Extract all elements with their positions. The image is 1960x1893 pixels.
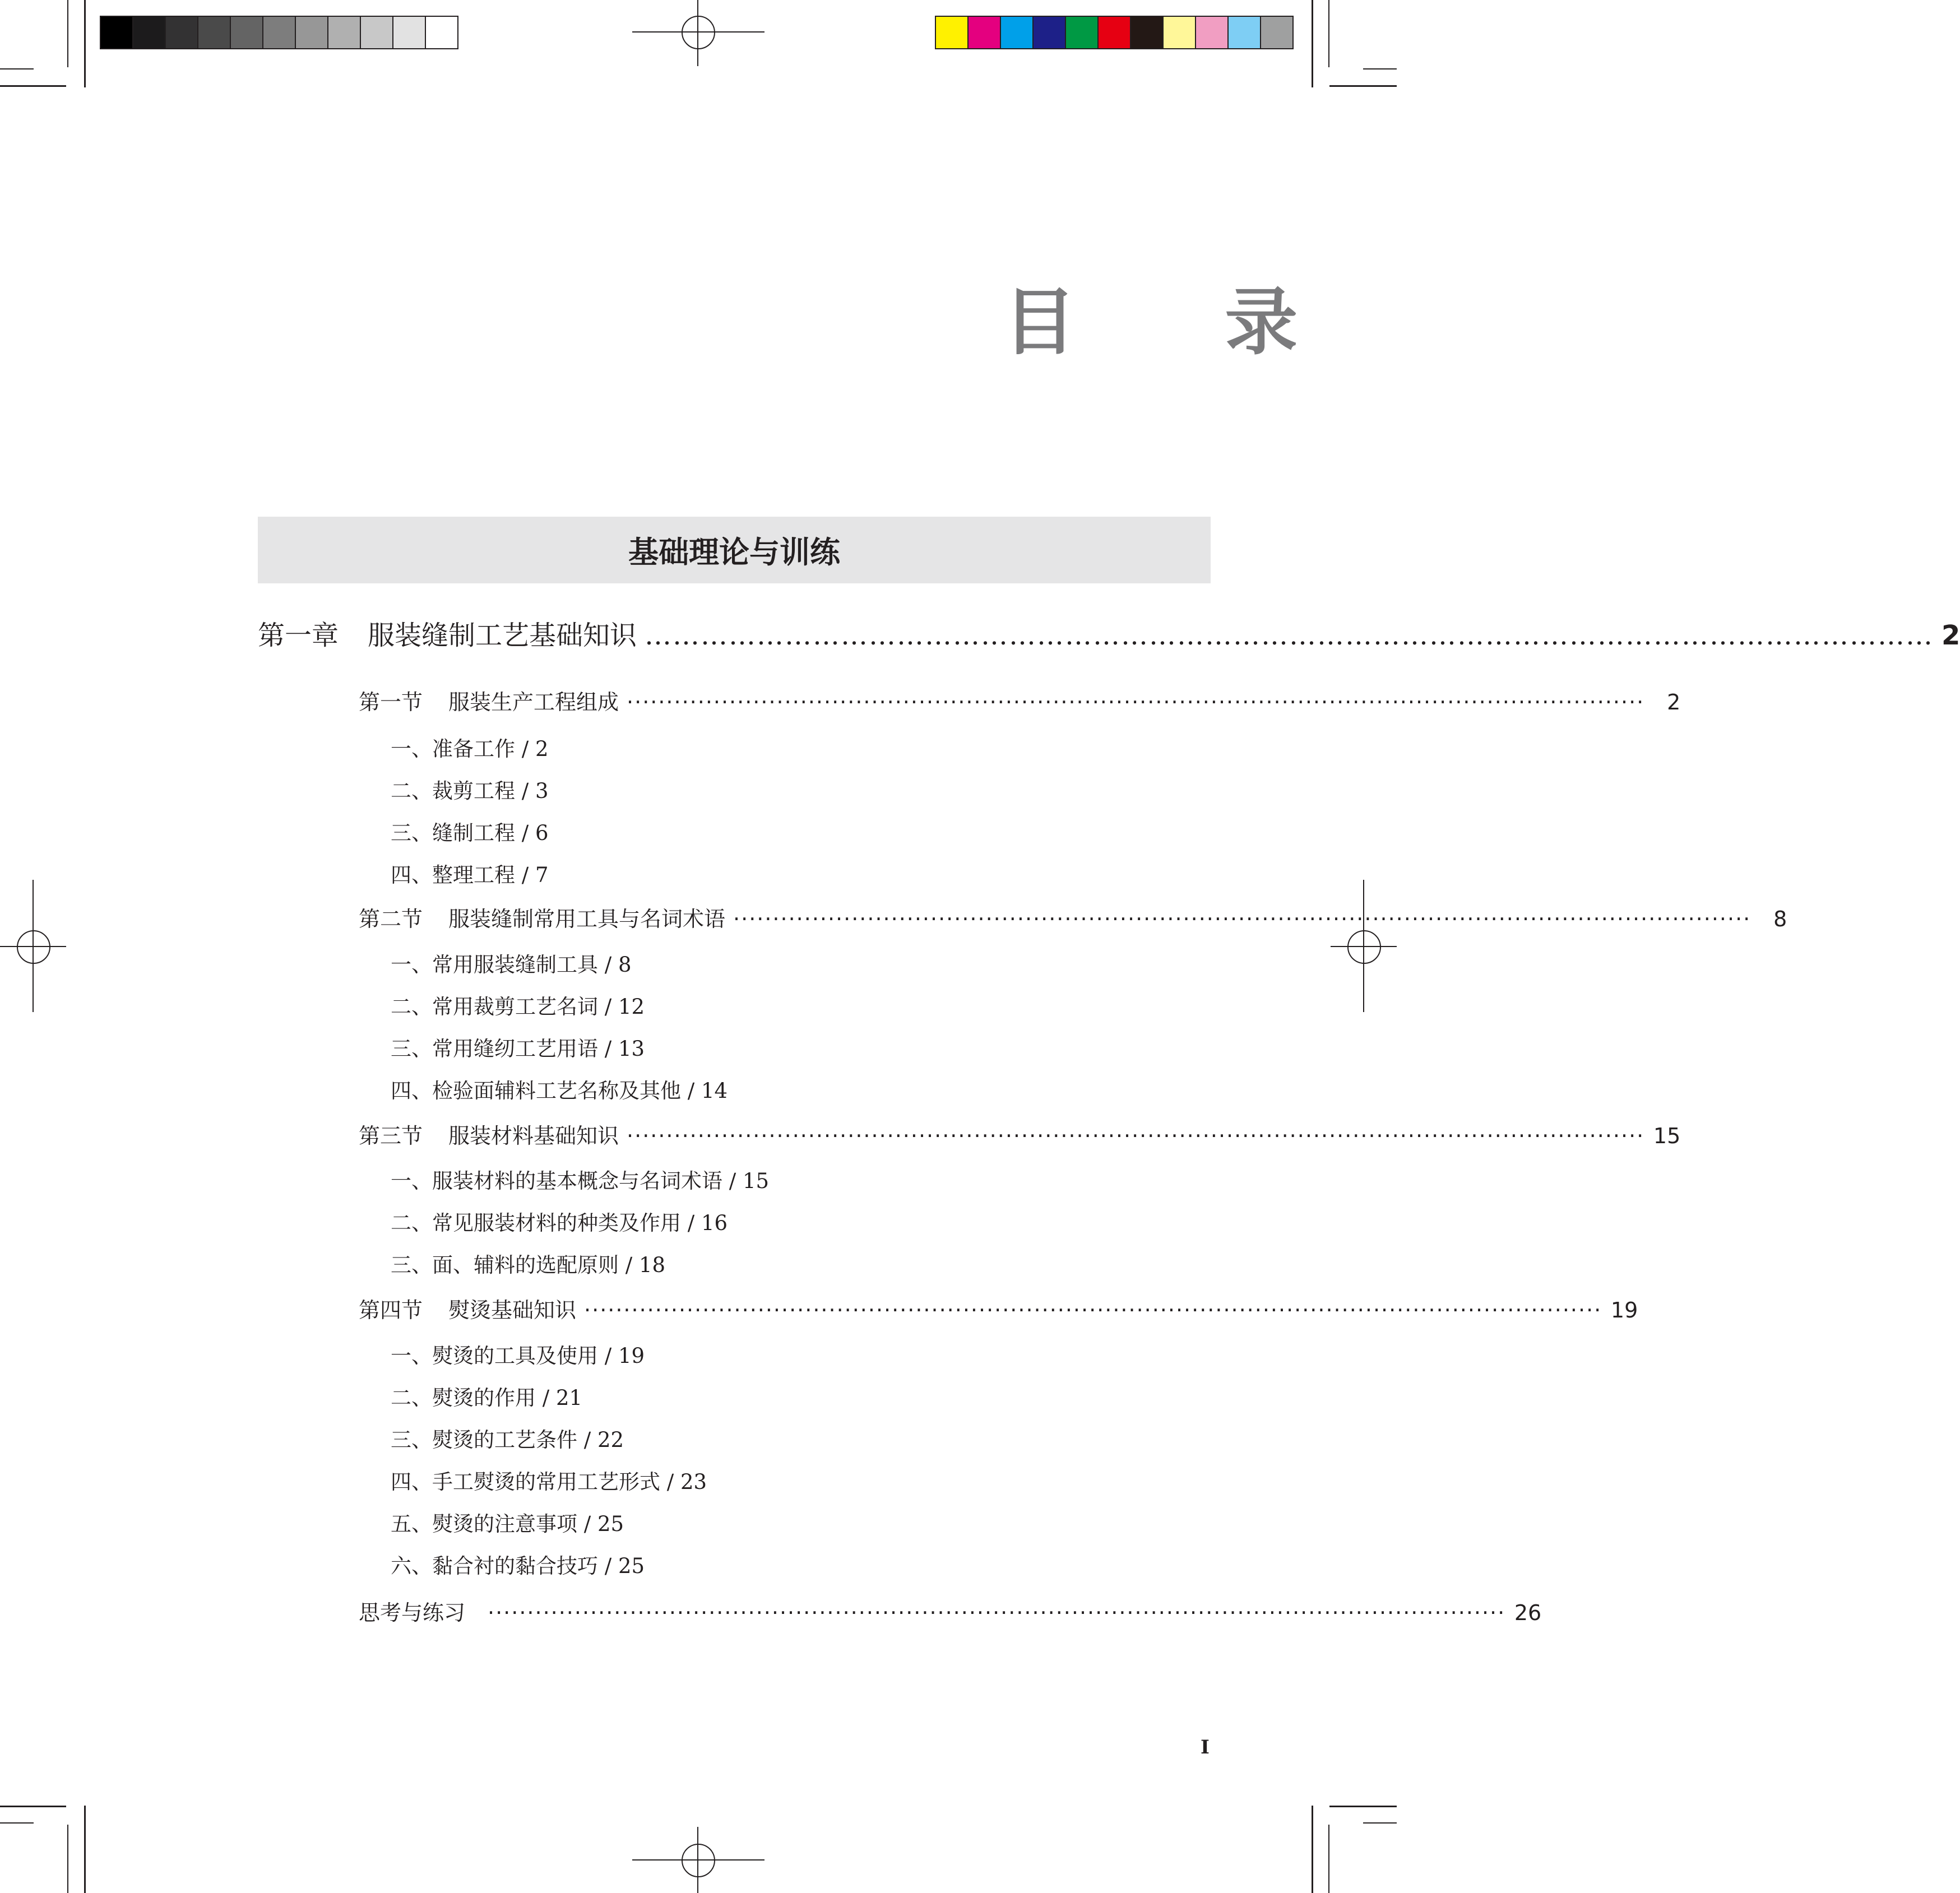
color-swatch [328, 17, 361, 48]
list-item[interactable]: 二、熨烫的作用 / 21 [391, 1386, 583, 1410]
list-item[interactable]: 二、裁剪工程 / 3 [391, 779, 549, 803]
section-number: 第一节 [359, 690, 423, 714]
color-swatch [231, 17, 263, 48]
list-item[interactable]: 一、常用服装缝制工具 / 8 [391, 953, 632, 977]
chapter-number: 第一章 [258, 620, 339, 651]
chapter-entry[interactable] [258, 614, 1960, 651]
color-swatch [1196, 17, 1229, 48]
color-swatch [1099, 17, 1131, 48]
section-page: 8 [1773, 907, 1787, 931]
section-title: 服装生产工程组成 [448, 690, 619, 714]
section-page: 2 [1667, 690, 1681, 714]
section-number: 第四节 [359, 1298, 423, 1323]
section-number: 第二节 [359, 907, 423, 931]
page-title: 目 录 [1003, 280, 1360, 365]
color-swatch [263, 17, 296, 48]
exercise-page: 26 [1514, 1600, 1542, 1625]
dot-leader: ································································································································· [627, 690, 1645, 714]
section-page: 15 [1653, 1124, 1681, 1148]
color-swatch [361, 17, 393, 48]
color-swatch [1001, 17, 1034, 48]
color-swatch [969, 17, 1001, 48]
list-item[interactable]: 四、手工熨烫的常用工艺形式 / 23 [391, 1470, 707, 1494]
section-entry[interactable] [359, 685, 1681, 714]
list-item[interactable]: 二、常用裁剪工艺名词 / 12 [391, 995, 645, 1019]
dot-leader: ································································································································· [627, 1124, 1645, 1148]
section-title: 服装缝制常用工具与名词术语 [448, 907, 726, 931]
section-number: 第三节 [359, 1124, 423, 1148]
list-item[interactable]: 二、常见服装材料的种类及作用 / 16 [391, 1211, 728, 1235]
color-swatch [198, 17, 231, 48]
list-item[interactable]: 四、整理工程 / 7 [391, 863, 549, 887]
list-item[interactable]: 四、检验面辅料工艺名称及其他 / 14 [391, 1079, 728, 1103]
process-color-bar [935, 16, 1294, 49]
color-swatch [393, 17, 426, 48]
color-swatch [101, 17, 133, 48]
list-item[interactable]: 三、熨烫的工艺条件 / 22 [391, 1428, 624, 1452]
color-swatch [1131, 17, 1164, 48]
gray-color-bar [100, 16, 458, 49]
color-swatch [133, 17, 166, 48]
section-entry[interactable] [359, 1119, 1681, 1148]
section-entry[interactable] [359, 902, 1787, 931]
color-swatch [296, 17, 328, 48]
color-swatch [1066, 17, 1099, 48]
list-item[interactable]: 三、缝制工程 / 6 [391, 821, 549, 845]
color-swatch [936, 17, 969, 48]
page-folio: I [1201, 1736, 1210, 1759]
chapter-title: 服装缝制工艺基础知识 [368, 620, 637, 651]
list-item[interactable]: 六、黏合衬的黏合技巧 / 25 [391, 1554, 645, 1578]
list-item[interactable]: 一、服装材料的基本概念与名词术语 / 15 [391, 1169, 770, 1193]
chapter-page: 2 [1942, 620, 1960, 651]
color-swatch [1261, 17, 1292, 48]
color-swatch [1034, 17, 1066, 48]
color-swatch [166, 17, 198, 48]
color-swatch [1164, 17, 1196, 48]
section-entry[interactable] [359, 1293, 1638, 1323]
section-title: 熨烫基础知识 [448, 1298, 577, 1323]
dot-leader: ………………………………………………………………………………………………………………………… [645, 620, 1934, 651]
list-item[interactable]: 一、熨烫的工具及使用 / 19 [391, 1344, 645, 1368]
dot-leader: ································································································································· [584, 1298, 1602, 1323]
section-title: 服装材料基础知识 [448, 1124, 619, 1148]
list-item[interactable]: 五、熨烫的注意事项 / 25 [391, 1512, 624, 1536]
section-page: 19 [1610, 1298, 1638, 1323]
exercise-entry[interactable] [359, 1595, 1542, 1625]
list-item[interactable]: 三、常用缝纫工艺用语 / 13 [391, 1037, 645, 1061]
part-banner [258, 517, 1211, 583]
part-banner-label: 基础理论与训练 [628, 535, 840, 570]
exercise-title: 思考与练习 [359, 1600, 466, 1625]
color-swatch [1229, 17, 1261, 48]
color-swatch [426, 17, 457, 48]
list-item[interactable]: 三、面、辅料的选配原则 / 18 [391, 1253, 666, 1277]
dot-leader: ································································································································· [488, 1600, 1506, 1625]
list-item[interactable]: 一、准备工作 / 2 [391, 737, 549, 761]
dot-leader: ································································································································· [733, 907, 1752, 931]
